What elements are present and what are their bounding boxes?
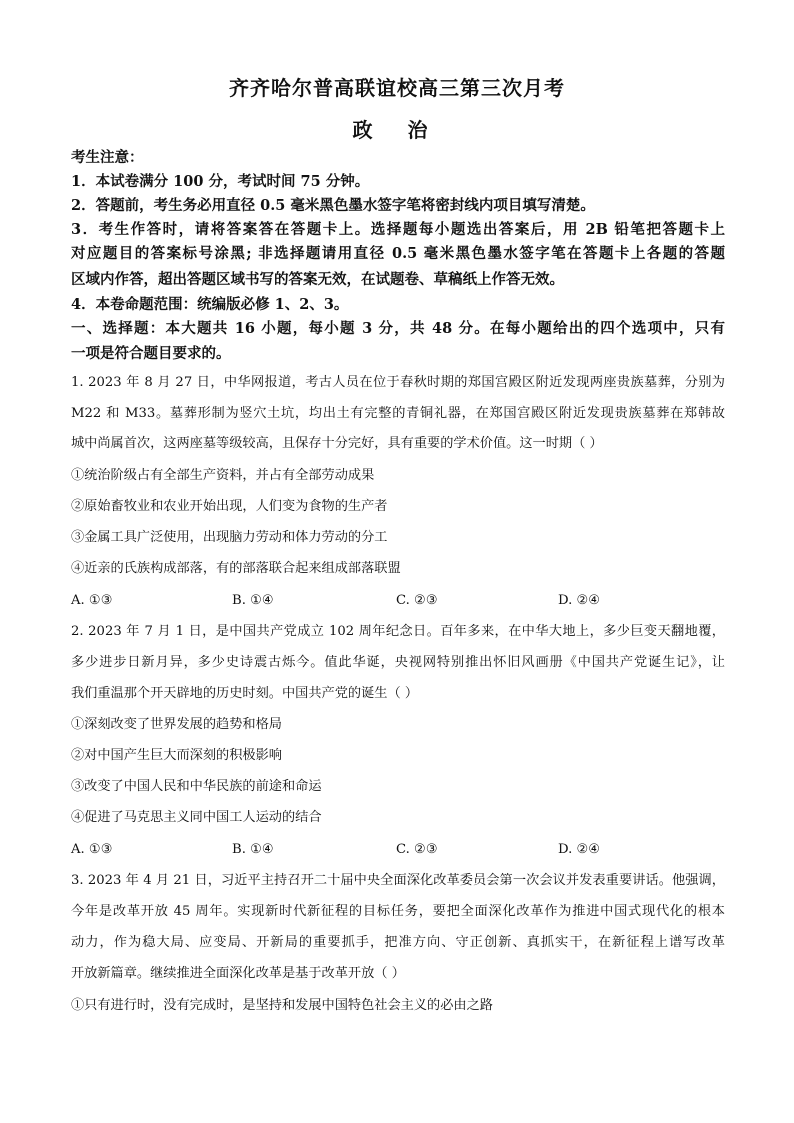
- question-stem: 动力，作为稳大局、应变局、开新局的重要抓手，把准方向、守正创新、真抓实干，在新征程上谱写改革: [71, 935, 725, 950]
- question-stem: 1. 2023 年 8 月 27 日，中华网报道，考古人员在位于春秋时期的郑国宫殿区附近发现两座贵族墓葬，分别为: [71, 375, 725, 390]
- option-a: A. ①③: [71, 593, 113, 608]
- question-stem: M22 和 M33。墓葬形制为竖穴土坑，均出土有完整的青铜礼器，在郑国宫殿区附近发现贵族墓葬在郑韩故: [71, 406, 725, 421]
- notice-item: 对应题目的答案标号涂黑; 非选择题请用直径 0.5 毫米黑色墨水签字笔在答题卡上各题的答题: [71, 245, 725, 262]
- notice-item: 2．答题前，考生务必用直径 0.5 毫米黑色墨水签字笔将密封线内项目填写清楚。: [71, 197, 595, 214]
- notice-heading: 考生注意：: [71, 149, 144, 166]
- question-stem: 3. 2023 年 4 月 21 日，习近平主持召开二十届中央全面深化改革委员会第一次会议并发表重要讲话。他强调，: [71, 873, 725, 888]
- subject-title: 政 治: [352, 118, 442, 142]
- question-item: ④促进了马克思主义同中国工人运动的结合: [71, 810, 322, 825]
- question-stem: 我们重温那个开天辟地的历史时刻。中国共产党的诞生（ ）: [71, 686, 419, 701]
- option-c: C. ②③: [396, 593, 438, 608]
- option-c: C. ②③: [396, 842, 438, 857]
- question-item: ③改变了中国人民和中华民族的前途和命运: [71, 779, 322, 794]
- exam-title: 齐齐哈尔普高联谊校高三第三次月考: [229, 76, 565, 100]
- notice-item: 3．考生作答时，请将答案答在答题卡上。选择题每小题选出答案后，用 2B 铅笔把答题卡上: [71, 221, 725, 238]
- option-b: B. ①④: [232, 842, 274, 857]
- section-heading: 一、选择题：本大题共 16 小题，每小题 3 分，共 48 分。在每小题给出的四个选项中，只有: [71, 320, 725, 337]
- question-item: ②对中国产生巨大而深刻的积极影响: [71, 748, 282, 763]
- question-stem: 开放新篇章。继续推进全面深化改革是基于改革开放（ ）: [71, 966, 405, 981]
- option-d: D. ②④: [558, 842, 601, 857]
- notice-item: 区域内作答，超出答题区域书写的答案无效，在试题卷、草稿纸上作答无效。: [71, 271, 564, 288]
- question-item: ③金属工具广泛使用，出现脑力劳动和体力劳动的分工: [71, 530, 388, 545]
- question-item: ②原始畜牧业和农业开始出现，人们变为食物的生产者: [71, 499, 388, 514]
- question-item: ④近亲的氏族构成部落，有的部落联合起来组成部落联盟: [71, 561, 401, 576]
- notice-item: 1．本试卷满分 100 分，考试时间 75 分钟。: [71, 173, 370, 190]
- section-heading: 一项是符合题目要求的。: [71, 345, 231, 362]
- question-item: ①只有进行时，没有完成时，是坚持和发展中国特色社会主义的必由之路: [71, 998, 493, 1013]
- question-stem: 城中尚属首次，这两座墓等级较高，且保存十分完好，具有重要的学术价值。这一时期（ ）: [71, 436, 603, 451]
- question-stem: 多少进步日新月异，多少史诗震古烁今。值此华诞，央视网特别推出怀旧风画册《中国共产党诞生记》，让: [71, 655, 725, 670]
- option-a: A. ①③: [71, 842, 113, 857]
- question-item: ①统治阶级占有全部生产资料，并占有全部劳动成果: [71, 468, 375, 483]
- question-stem: 今年是改革开放 45 周年。实现新时代新征程的目标任务，要把全面深化改革作为推进中国式现代化的根本: [71, 904, 725, 919]
- question-item: ①深刻改变了世界发展的趋势和格局: [71, 717, 282, 732]
- option-b: B. ①④: [232, 593, 274, 608]
- option-d: D. ②④: [558, 593, 601, 608]
- notice-item: 4．本卷命题范围：统编版必修 1、2、3。: [71, 296, 349, 313]
- question-stem: 2. 2023 年 7 月 1 日，是中国共产党成立 102 周年纪念日。百年多来，在中华大地上，多少巨变天翻地覆，: [71, 624, 725, 639]
